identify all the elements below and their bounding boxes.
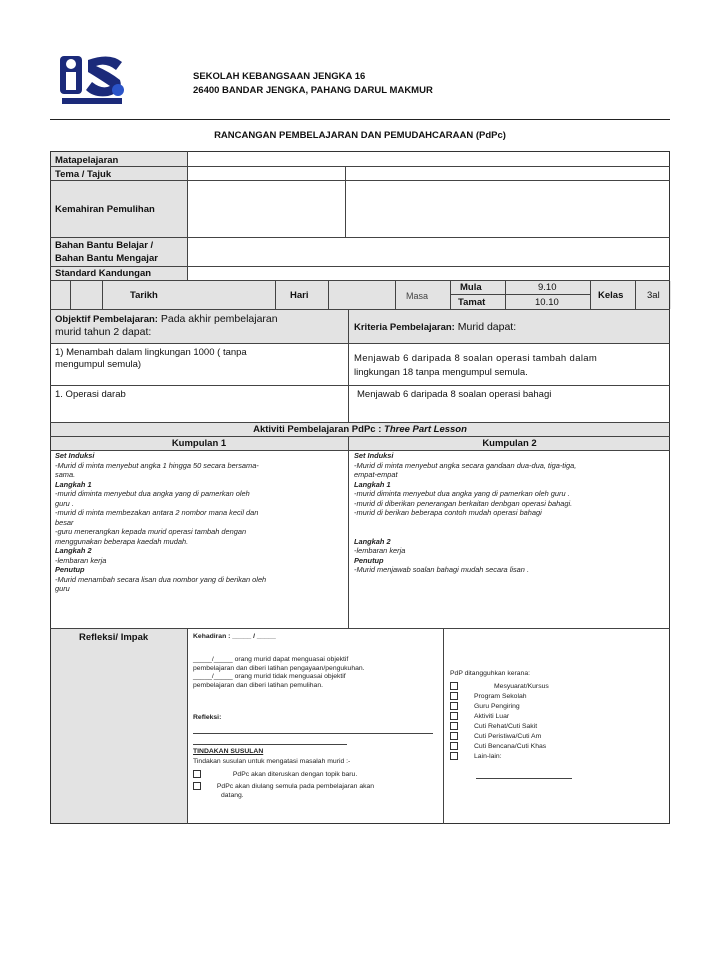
mastery-line-4: pembelajaran dan diberi latihan pemulihan.: [193, 681, 323, 689]
postponed-title: PdP ditangguhkan kerana:: [450, 670, 530, 677]
activity-title-prefix: Aktiviti Pembelajaran PdPc :: [253, 424, 385, 435]
checkbox-icon[interactable]: [450, 712, 458, 720]
objective-1-line-2: mengumpul semula): [55, 359, 142, 370]
date-label: Tarikh: [130, 290, 158, 301]
g1-si-line-2: sama.: [55, 470, 76, 479]
g2-l1-line-1: -murid diminta menyebut dua angka yang di pamerkan oleh guru .: [354, 489, 570, 498]
start-time-value: 9.10: [538, 282, 557, 293]
g1-l1-line-4: besar: [55, 517, 74, 527]
school-header: [193, 70, 433, 98]
end-label: Tamat: [458, 297, 486, 308]
criteria-1-line-1: Menjawab 6 daripada 8 soalan operasi tambah dalam: [354, 353, 598, 364]
group-1-activities: [55, 451, 266, 594]
document-title: RANCANGAN PEMBELAJARAN DAN PEMUDAHCARAAN (PdPc): [214, 130, 506, 141]
followup-option-1-text: PdPc akan diteruskan dengan topik baru.: [232, 770, 358, 778]
criteria-2: Menjawab 6 daripada 8 soalan operasi bahagi: [357, 389, 552, 400]
time-label: Masa: [406, 291, 429, 301]
checkbox-icon[interactable]: [450, 732, 458, 740]
postponed-reason-label: Lain-lain:: [474, 752, 502, 760]
postponed-reason-label: Mesyuarat/Kursus: [494, 682, 549, 690]
class-value: 3al: [647, 290, 660, 301]
g2-l1-line-2: -murid di diberikan penerangan berkaitan denbgan operasi bahagi.: [354, 498, 573, 508]
postponed-reason-label: Cuti Bencana/Cuti Khas: [474, 742, 547, 750]
postponed-reason-label: Guru Pengiring: [474, 702, 520, 710]
postponed-reason-item: [450, 732, 541, 741]
g2-p-line-1: -Murid menjawab soalan bahagi mudah secara lisan .: [354, 565, 530, 574]
followup-title: TINDAKAN SUSULAN: [193, 748, 264, 755]
postponed-reason-item: [450, 692, 527, 701]
group-1-header: Kumpulan 1: [171, 438, 227, 449]
checkbox-icon[interactable]: [450, 692, 458, 700]
postponed-reason-label: Cuti Peristiwa/Cuti Am: [474, 732, 542, 740]
mastery-block: [193, 656, 365, 690]
end-time-value: 10.10: [535, 297, 559, 308]
school-name: SEKOLAH KEBANGSAAN JENGKA 16: [193, 71, 366, 82]
followup-option-2-cont: datang.: [221, 792, 244, 799]
g2-si-line-1: -Murid di minta menyebut angka secara gandaan dua-dua, tiga-tiga,: [354, 460, 577, 470]
g1-l1-line-6: menggunakan beberapa kaedah mudah.: [55, 536, 189, 546]
criteria-1-line-2: lingkungan 18 tanpa mengumpul semula.: [354, 367, 528, 378]
followup-option-2-text: PdPc akan diulang semula pada pembelajaran akan: [216, 782, 375, 790]
checkbox-icon[interactable]: [450, 682, 458, 690]
g1-penutup: Penutup: [55, 565, 85, 574]
checkbox-icon[interactable]: [450, 742, 458, 750]
objective-label-rest-1: Pada akhir pembelajaran: [157, 313, 278, 325]
mastery-line-2: pembelajaran dan diberi latihan pengayaan/pengukuhan.: [193, 664, 365, 672]
group-2-header: Kumpulan 2: [482, 438, 537, 449]
class-label: Kelas: [598, 290, 624, 301]
checkbox-icon[interactable]: [193, 782, 201, 790]
followup-option-1: [193, 770, 357, 779]
refleksi-label: Refleksi:: [193, 714, 222, 721]
postponed-reason-item: [450, 702, 520, 711]
g2-set-induksi: Set Induksi: [354, 451, 394, 460]
objective-label: Objektif Pembelajaran:: [55, 314, 158, 325]
objective-1: [55, 347, 247, 371]
g1-l1-line-5: -guru menerangkan kepada murid operasi tambah dengan: [55, 527, 247, 536]
day-label: Hari: [290, 290, 309, 301]
g1-p-line-2: guru: [55, 584, 70, 593]
postponed-reason-item: [450, 722, 537, 731]
postponed-reason-item: [450, 742, 546, 751]
objective-2: 1. Operasi darab: [55, 389, 126, 400]
school-address: 26400 BANDAR JENGKA, PAHANG DARUL MAKMUR: [193, 85, 433, 96]
postponed-reason-label: Program Sekolah: [474, 692, 527, 700]
start-label: Mula: [460, 282, 482, 293]
checkbox-icon[interactable]: [450, 752, 458, 760]
aids-label-2: Bahan Bantu Mengajar: [55, 253, 158, 264]
subject-label: Matapelajaran: [55, 155, 119, 166]
g1-p-line-1: -Murid menambah secara lisan dua nombor yang di berikan oleh: [55, 574, 267, 584]
g1-l1-line-1: -murid diminta menyebut dua angka yang di pamerkan oleh: [55, 489, 250, 498]
checkbox-icon[interactable]: [450, 722, 458, 730]
g1-l1-line-3: -murid di minta membezakan antara 2 nombor mana kecil dan: [55, 508, 259, 517]
g2-l2-line-1: -lembaran kerja: [354, 546, 406, 555]
standard-label: Standard Kandungan: [55, 268, 152, 279]
g1-langkah-1: Langkah 1: [55, 479, 92, 489]
g1-si-line-1: -Murid di minta menyebut angka 1 hingga 50 secara bersama-: [55, 460, 259, 470]
postponed-reason-label: Aktiviti Luar: [474, 712, 510, 720]
g2-l1-line-3: -murid di berikan beberapa contoh mudah operasi bahagi: [354, 508, 542, 517]
g1-l2-line-1: -lembaran kerja: [55, 555, 107, 565]
activity-title-lesson-type: Three Part Lesson: [384, 424, 467, 435]
objective-label-rest-2: murid tahun 2 dapat:: [55, 326, 152, 338]
criteria-label-rest: Murid dapat:: [454, 321, 517, 333]
attendance-line: [193, 633, 276, 642]
criteria-header: [354, 322, 516, 333]
header-divider: [50, 119, 670, 120]
checkbox-icon[interactable]: [450, 702, 458, 710]
reflection-label: Refleksi/ Impak: [79, 632, 149, 643]
g1-langkah-2: Langkah 2: [55, 546, 92, 555]
g1-set-induksi: Set Induksi: [55, 451, 95, 460]
g2-langkah-2: Langkah 2: [354, 536, 391, 546]
g2-langkah-1: Langkah 1: [354, 479, 391, 489]
criteria-1: [354, 352, 597, 380]
activity-title: [50, 424, 670, 435]
objective-1-line-1: 1) Menambah dalam lingkungan 1000 ( tanpa: [55, 347, 247, 358]
criteria-label: Kriteria Pembelajaran:: [354, 322, 455, 333]
g2-si-line-2: empat-empat: [354, 470, 398, 479]
aids-label-1: Bahan Bantu Belajar /: [55, 240, 154, 251]
theme-label: Tema / Tajuk: [55, 169, 112, 180]
checkbox-icon[interactable]: [193, 770, 201, 778]
followup-text: Tindakan susulan untuk mengatasi masalah murid :-: [193, 758, 351, 765]
postponed-reason-item: [450, 752, 502, 761]
mastery-line-1: _____/_____ orang murid dapat menguasai objektif: [193, 656, 349, 663]
objective-header: [55, 313, 278, 339]
skill-label: Kemahiran Pemulihan: [55, 204, 155, 215]
group-2-activities: [354, 451, 576, 575]
postponed-reason-item: [450, 682, 549, 691]
school-logo-icon: [58, 52, 128, 110]
g2-penutup: Penutup: [354, 555, 384, 565]
g1-l1-line-2: guru .: [55, 498, 74, 508]
mastery-line-3: _____/_____ orang murid tidak menguasai objektif: [193, 673, 346, 681]
postponed-reason-label: Cuti Rehat/Cuti Sakit: [474, 722, 538, 730]
followup-option-2: [193, 782, 374, 791]
postponed-reason-item: [450, 712, 509, 721]
attendance-text: Kehadiran : _____ / _____: [193, 633, 276, 640]
